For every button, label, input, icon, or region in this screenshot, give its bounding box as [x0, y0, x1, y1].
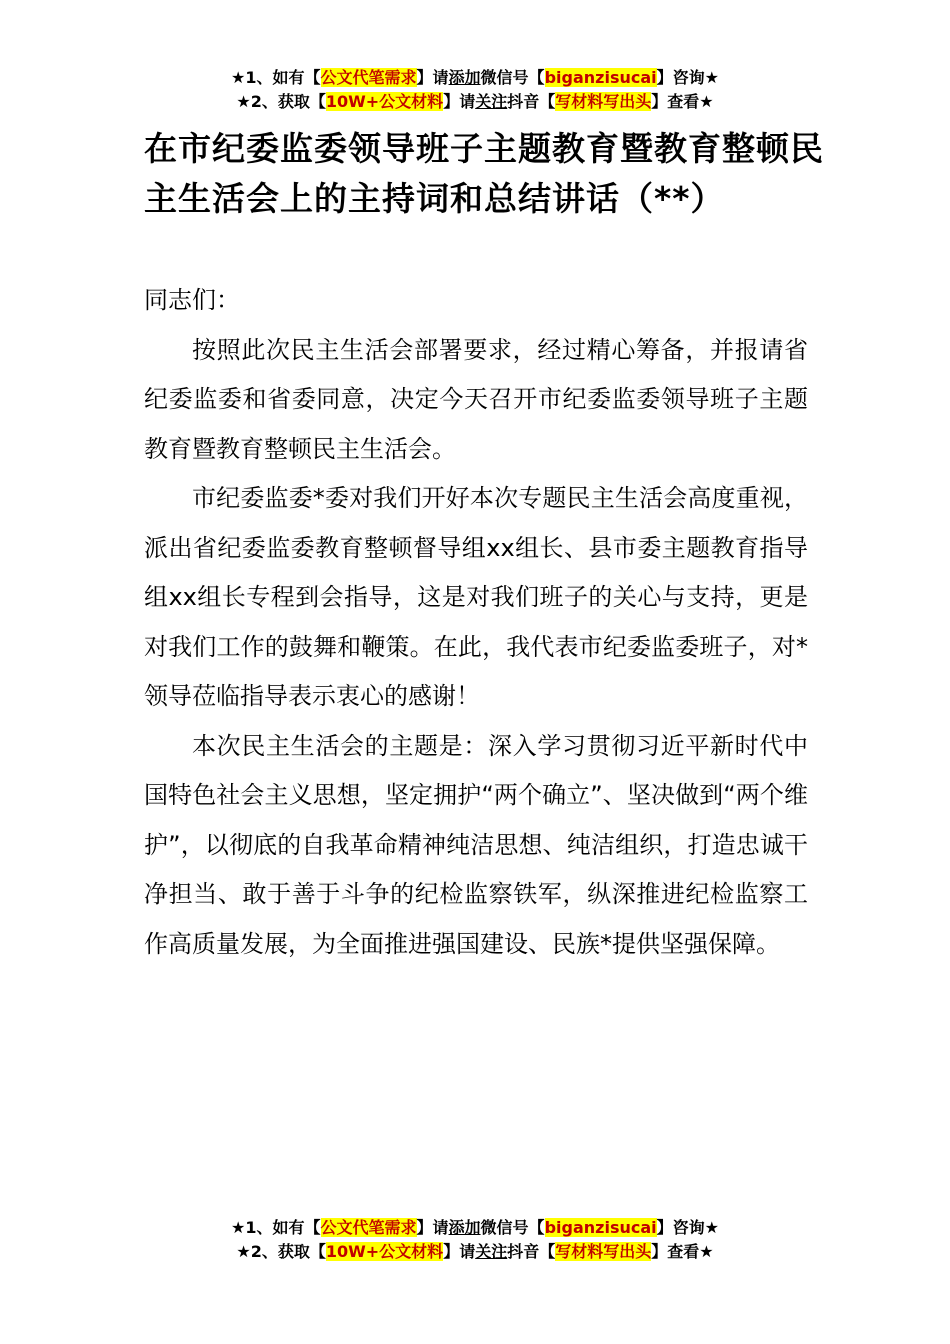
paragraph: 市纪委监委*委对我们开好本次专题民主生活会高度重视，派出省纪委监委教育整顿督导组xx组长、县市委主题教育指导组xx组长专程到会指导，这是对我们班子的关心与支持，更是对我们工作的鼓舞和鞭策。在此，我代表市纪委监委班子，对*领导莅临指导表示衷心的感谢！ [144, 484, 808, 710]
banner-highlight: 写材料写出头 [555, 92, 652, 111]
paragraph: 本次民主生活会的主题是：深入学习贯彻习近平新时代中国特色社会主义思想，坚定拥护“两个确立”、坚决做到“两个维护”，以彻底的自我革命精神纯洁思想、纯洁组织，打造忠诚干净担当、敢于善于斗争的纪检监察铁军，纵深推进纪检监察工作高质量发展，为全面推进强国建设、民族*提供坚强保障。 [144, 731, 808, 958]
banner-text: ★2、获取【 [236, 92, 326, 111]
document-title: 在市纪委监委领导班子主题教育暨教育整顿民主生活会上的主持词和总结讲话（**） [144, 129, 824, 218]
banner-text: 】查看★ [651, 92, 714, 111]
banner-text: 抖音【 [507, 1242, 556, 1261]
banner-highlight: biganzisucai [544, 68, 657, 87]
banner-text: 】咨询★ [656, 1218, 719, 1237]
banner-text: ★2、获取【 [236, 1242, 326, 1261]
banner-text: 】请 [443, 1242, 476, 1261]
banner-underline: 关注 [475, 92, 508, 111]
salutation: 同志们： [144, 286, 240, 314]
banner-line-2 [0, 90, 950, 114]
banner-line-1 [0, 66, 950, 90]
banner-text: 微信号【 [480, 1218, 545, 1237]
banner-highlight: 公文代笔需求 [320, 68, 417, 87]
banner-highlight: 10W+公文材料 [325, 92, 444, 111]
banner-text: ★1、如有【 [231, 68, 321, 87]
banner-line-2 [0, 1240, 950, 1264]
banner-highlight: 公文代笔需求 [320, 1218, 417, 1237]
banner-highlight: biganzisucai [544, 1218, 657, 1237]
banner-highlight: 写材料写出头 [555, 1242, 652, 1261]
banner-text: 抖音【 [507, 92, 556, 111]
banner-highlight: 10W+公文材料 [325, 1242, 444, 1261]
banner-text: 】请 [443, 92, 476, 111]
banner-text: ★1、如有【 [231, 1218, 321, 1237]
banner-text: 微信号【 [480, 68, 545, 87]
footer-banner [0, 1216, 950, 1264]
paragraph: 按照此次民主生活会部署要求，经过精心筹备，并报请省纪委监委和省委同意，决定今天召开市纪委监委领导班子主题教育暨教育整顿民主生活会。 [144, 335, 808, 463]
banner-underline: 关注 [475, 1242, 508, 1261]
banner-text: 】请 [416, 68, 449, 87]
document-body [144, 276, 808, 969]
banner-line-1 [0, 1216, 950, 1240]
banner-text: 】请 [416, 1218, 449, 1237]
banner-text: 】查看★ [651, 1242, 714, 1261]
banner-underline: 添加 [448, 68, 481, 87]
banner-text: 】咨询★ [656, 68, 719, 87]
banner-underline: 添加 [448, 1218, 481, 1237]
header-banner [0, 66, 950, 114]
